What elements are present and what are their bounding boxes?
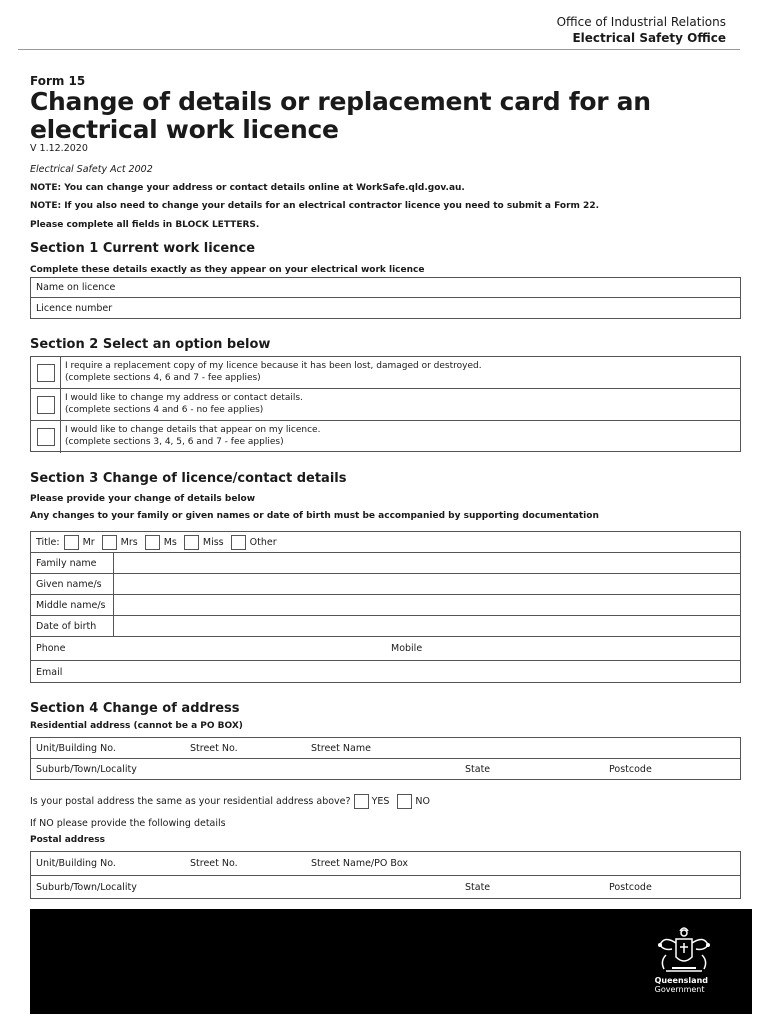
office-name: Electrical Safety Office <box>572 31 726 45</box>
residential-suburb-row[interactable] <box>31 759 740 780</box>
title-other-label: Other <box>249 536 277 548</box>
option-subtext: (complete sections 3, 4, 5, 6 and 7 - fee applies) <box>65 437 284 447</box>
footer-banner <box>30 909 752 1014</box>
form-number: Form 15 <box>30 74 86 88</box>
section3-sub2: Any changes to your family or given names or date of birth must be accompanied by supporting documentation <box>30 511 599 521</box>
note-block-letters: Please complete all fields in BLOCK LETTERS. <box>30 220 260 230</box>
residential-label: Residential address (cannot be a PO BOX) <box>30 721 243 731</box>
org-name: Office of Industrial Relations <box>556 15 726 29</box>
title-ms-checkbox[interactable] <box>145 535 160 550</box>
postal-same-question: Is your postal address the same as your residential address above? <box>30 796 351 807</box>
postal-table <box>30 851 741 899</box>
middle-names-field[interactable] <box>31 595 740 616</box>
title-label: Title: <box>36 536 60 548</box>
option-text: I would like to change details that appear on my licence. <box>65 425 321 435</box>
date-of-birth-field[interactable] <box>31 616 740 637</box>
qld-government-logo <box>655 976 708 994</box>
email-label: Email <box>36 666 63 678</box>
no-checkbox[interactable] <box>397 794 412 809</box>
option-replacement <box>31 357 740 389</box>
mobile-label: Mobile <box>391 643 423 654</box>
section1-heading: Section 1 Current work licence <box>30 241 256 256</box>
title-mr-label: Mr <box>82 536 95 548</box>
yes-label: YES <box>371 796 390 807</box>
act-name: Electrical Safety Act 2002 <box>30 164 153 175</box>
field-label: Licence number <box>36 302 113 314</box>
section1-instruction: Complete these details exactly as they appear on your electrical work licence <box>30 265 425 275</box>
section2-options <box>30 356 741 452</box>
given-names-field[interactable] <box>31 574 740 595</box>
field-label: Date of birth <box>31 616 114 636</box>
family-name-field[interactable] <box>31 553 740 574</box>
residential-table <box>30 737 741 780</box>
note-contractor: NOTE: If you also need to change your details for an electrical contractor licence you need to submit a Form 22. <box>30 201 599 211</box>
if-no-instruction: If NO please provide the following details <box>30 818 226 829</box>
residential-street-row[interactable] <box>31 738 740 759</box>
postcode-label: Postcode <box>609 764 652 775</box>
field-label: Given name/s <box>31 574 114 594</box>
section1-table <box>30 277 741 319</box>
street-name-label: Street Name <box>311 742 371 754</box>
title-ms-label: Ms <box>163 536 177 548</box>
yes-checkbox[interactable] <box>354 794 369 809</box>
gov-name: Queensland <box>654 976 708 985</box>
option-replacement-checkbox[interactable] <box>37 364 55 382</box>
postal-label: Postal address <box>30 835 105 845</box>
street-no-label: Street No. <box>190 858 238 869</box>
state-label: State <box>465 881 491 893</box>
unit-label: Unit/Building No. <box>36 858 116 869</box>
section2-heading: Section 2 Select an option below <box>30 337 271 352</box>
page-title: Change of details or replacement card for an electrical work licence <box>30 87 651 144</box>
title-miss-label: Miss <box>202 536 224 548</box>
unit-label: Unit/Building No. <box>36 742 116 754</box>
suburb-label: Suburb/Town/Locality <box>36 881 137 893</box>
option-text: I require a replacement copy of my licence because it has been lost, damaged or destroyed. <box>65 361 482 371</box>
no-label: NO <box>415 796 430 807</box>
option-change-address <box>31 389 740 421</box>
name-on-licence-field[interactable] <box>31 278 740 298</box>
section3-heading: Section 3 Change of licence/contact details <box>30 471 347 486</box>
title-other-checkbox[interactable] <box>231 535 246 550</box>
phone-row[interactable] <box>31 637 740 661</box>
suburb-label: Suburb/Town/Locality <box>36 764 137 775</box>
field-label: Name on licence <box>36 282 116 293</box>
header-divider <box>18 49 740 50</box>
postal-street-row[interactable] <box>31 852 740 876</box>
field-label: Middle name/s <box>31 595 114 615</box>
option-change-details <box>31 421 740 453</box>
section3-sub1: Please provide your change of details below <box>30 494 256 504</box>
header <box>557 14 726 46</box>
licence-number-field[interactable] <box>31 298 740 318</box>
title-mrs-label: Mrs <box>120 536 138 548</box>
postal-suburb-row[interactable] <box>31 876 740 898</box>
postal-street-name-label: Street Name/PO Box <box>311 858 408 869</box>
form-version: V 1.12.2020 <box>30 143 88 154</box>
option-change-address-checkbox[interactable] <box>37 396 55 414</box>
postcode-label: Postcode <box>609 881 652 893</box>
note-online: NOTE: You can change your address or contact details online at WorkSafe.qld.gov.au. <box>30 183 465 193</box>
postal-same-question-row <box>30 794 430 809</box>
section3-table <box>30 531 741 683</box>
field-label: Family name <box>31 553 114 573</box>
section4-heading: Section 4 Change of address <box>30 701 240 716</box>
phone-label: Phone <box>36 643 66 654</box>
option-subtext: (complete sections 4, 6 and 7 - fee applies) <box>65 373 261 383</box>
title-miss-checkbox[interactable] <box>184 535 199 550</box>
state-label: State <box>465 764 491 775</box>
option-text: I would like to change my address or contact details. <box>65 393 303 403</box>
queensland-crest-icon <box>652 921 716 977</box>
gov-word: Government <box>654 985 705 994</box>
title-mr-checkbox[interactable] <box>64 535 79 550</box>
title-mrs-checkbox[interactable] <box>102 535 117 550</box>
option-change-details-checkbox[interactable] <box>37 428 55 446</box>
street-no-label: Street No. <box>190 742 238 754</box>
email-field[interactable] <box>31 661 740 683</box>
title-row <box>31 532 740 553</box>
option-subtext: (complete sections 4 and 6 - no fee applies) <box>65 405 264 415</box>
